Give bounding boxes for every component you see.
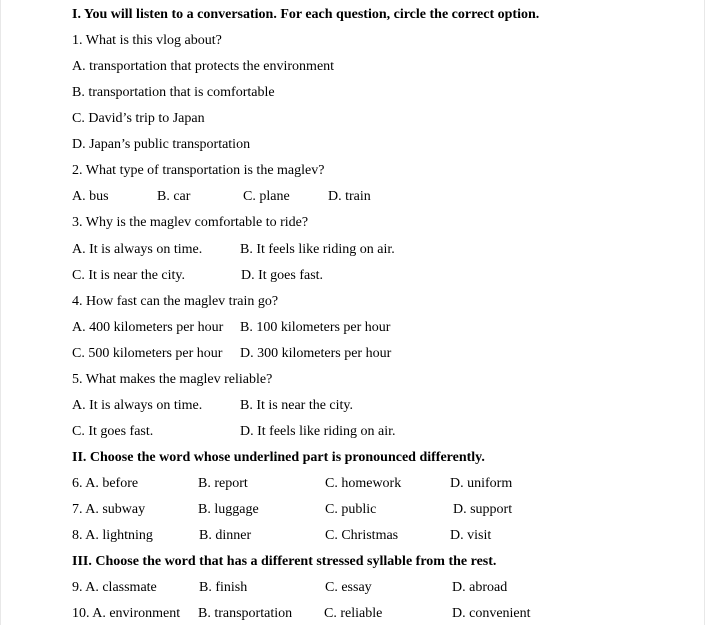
q5-options-row1 [72, 396, 472, 416]
q2-options-row [72, 187, 472, 207]
section3-heading: III. Choose the word that has a different stressed syllable from the rest. [72, 554, 497, 569]
q10-row [72, 604, 632, 624]
q9-option-b[interactable]: B. finish [199, 580, 248, 595]
q8-option-d[interactable]: D. visit [450, 528, 492, 543]
q6-option-a[interactable]: 6. A. before [72, 476, 139, 491]
q4-options-row2 [72, 344, 472, 364]
q4-options-row1 [72, 318, 472, 338]
q7-option-c[interactable]: C. public [325, 502, 377, 517]
q9-option-d[interactable]: D. abroad [452, 580, 508, 595]
q2-option-a[interactable]: A. bus [72, 189, 109, 204]
page-left-border [0, 0, 1, 625]
section1-heading: I. You will listen to a conversation. For each question, circle the correct option. [72, 7, 540, 22]
q9-row [72, 578, 632, 598]
q8-option-c[interactable]: C. Christmas [325, 528, 399, 543]
q1-option-c[interactable]: C. David’s trip to Japan [72, 111, 205, 126]
q3-options-row1 [72, 240, 472, 260]
q6-row [72, 474, 632, 494]
q1-option-d[interactable]: D. Japan’s public transportation [72, 137, 251, 152]
q4-option-d[interactable]: D. 300 kilometers per hour [240, 346, 392, 361]
q5-question: 5. What makes the maglev reliable? [72, 372, 273, 387]
q8-row [72, 526, 632, 546]
q4-option-a[interactable]: A. 400 kilometers per hour [72, 320, 224, 335]
q7-row [72, 500, 632, 520]
q1-question: 1. What is this vlog about? [72, 33, 222, 48]
q1-option-a[interactable]: A. transportation that protects the environment [72, 59, 335, 74]
q2-option-b[interactable]: B. car [157, 189, 191, 204]
q3-options-row2 [72, 266, 472, 286]
section2-heading: II. Choose the word whose underlined part is pronounced differently. [72, 450, 485, 465]
q6-option-d[interactable]: D. uniform [450, 476, 513, 491]
q7-option-b[interactable]: B. luggage [198, 502, 259, 517]
q2-option-c[interactable]: C. plane [243, 189, 290, 204]
q8-option-b[interactable]: B. dinner [199, 528, 252, 543]
q3-option-a[interactable]: A. It is always on time. [72, 242, 203, 257]
q2-question: 2. What type of transportation is the maglev? [72, 163, 325, 178]
q7-option-a[interactable]: 7. A. subway [72, 502, 146, 517]
q10-option-a[interactable]: 10. A. environment [72, 606, 181, 621]
q9-option-c[interactable]: C. essay [325, 580, 372, 595]
q5-option-a[interactable]: A. It is always on time. [72, 398, 203, 413]
q3-question: 3. Why is the maglev comfortable to ride? [72, 215, 309, 230]
q3-option-c[interactable]: C. It is near the city. [72, 268, 186, 283]
q10-option-c[interactable]: C. reliable [324, 606, 383, 621]
q10-option-b[interactable]: B. transportation [198, 606, 293, 621]
q3-option-d[interactable]: D. It goes fast. [241, 268, 324, 283]
q6-option-c[interactable]: C. homework [325, 476, 402, 491]
q1-option-b[interactable]: B. transportation that is comfortable [72, 85, 275, 100]
q5-option-b[interactable]: B. It is near the city. [240, 398, 354, 413]
q9-option-a[interactable]: 9. A. classmate [72, 580, 157, 595]
q5-options-row2 [72, 422, 472, 442]
q6-option-b[interactable]: B. report [198, 476, 248, 491]
q4-question: 4. How fast can the maglev train go? [72, 294, 279, 309]
q4-option-c[interactable]: C. 500 kilometers per hour [72, 346, 223, 361]
q5-option-d[interactable]: D. It feels like riding on air. [240, 424, 396, 439]
q4-option-b[interactable]: B. 100 kilometers per hour [240, 320, 391, 335]
q8-option-a[interactable]: 8. A. lightning [72, 528, 153, 543]
q5-option-c[interactable]: C. It goes fast. [72, 424, 154, 439]
q7-option-d[interactable]: D. support [453, 502, 513, 517]
q10-option-d[interactable]: D. convenient [452, 606, 531, 621]
q2-option-d[interactable]: D. train [328, 189, 371, 204]
q3-option-b[interactable]: B. It feels like riding on air. [240, 242, 395, 257]
